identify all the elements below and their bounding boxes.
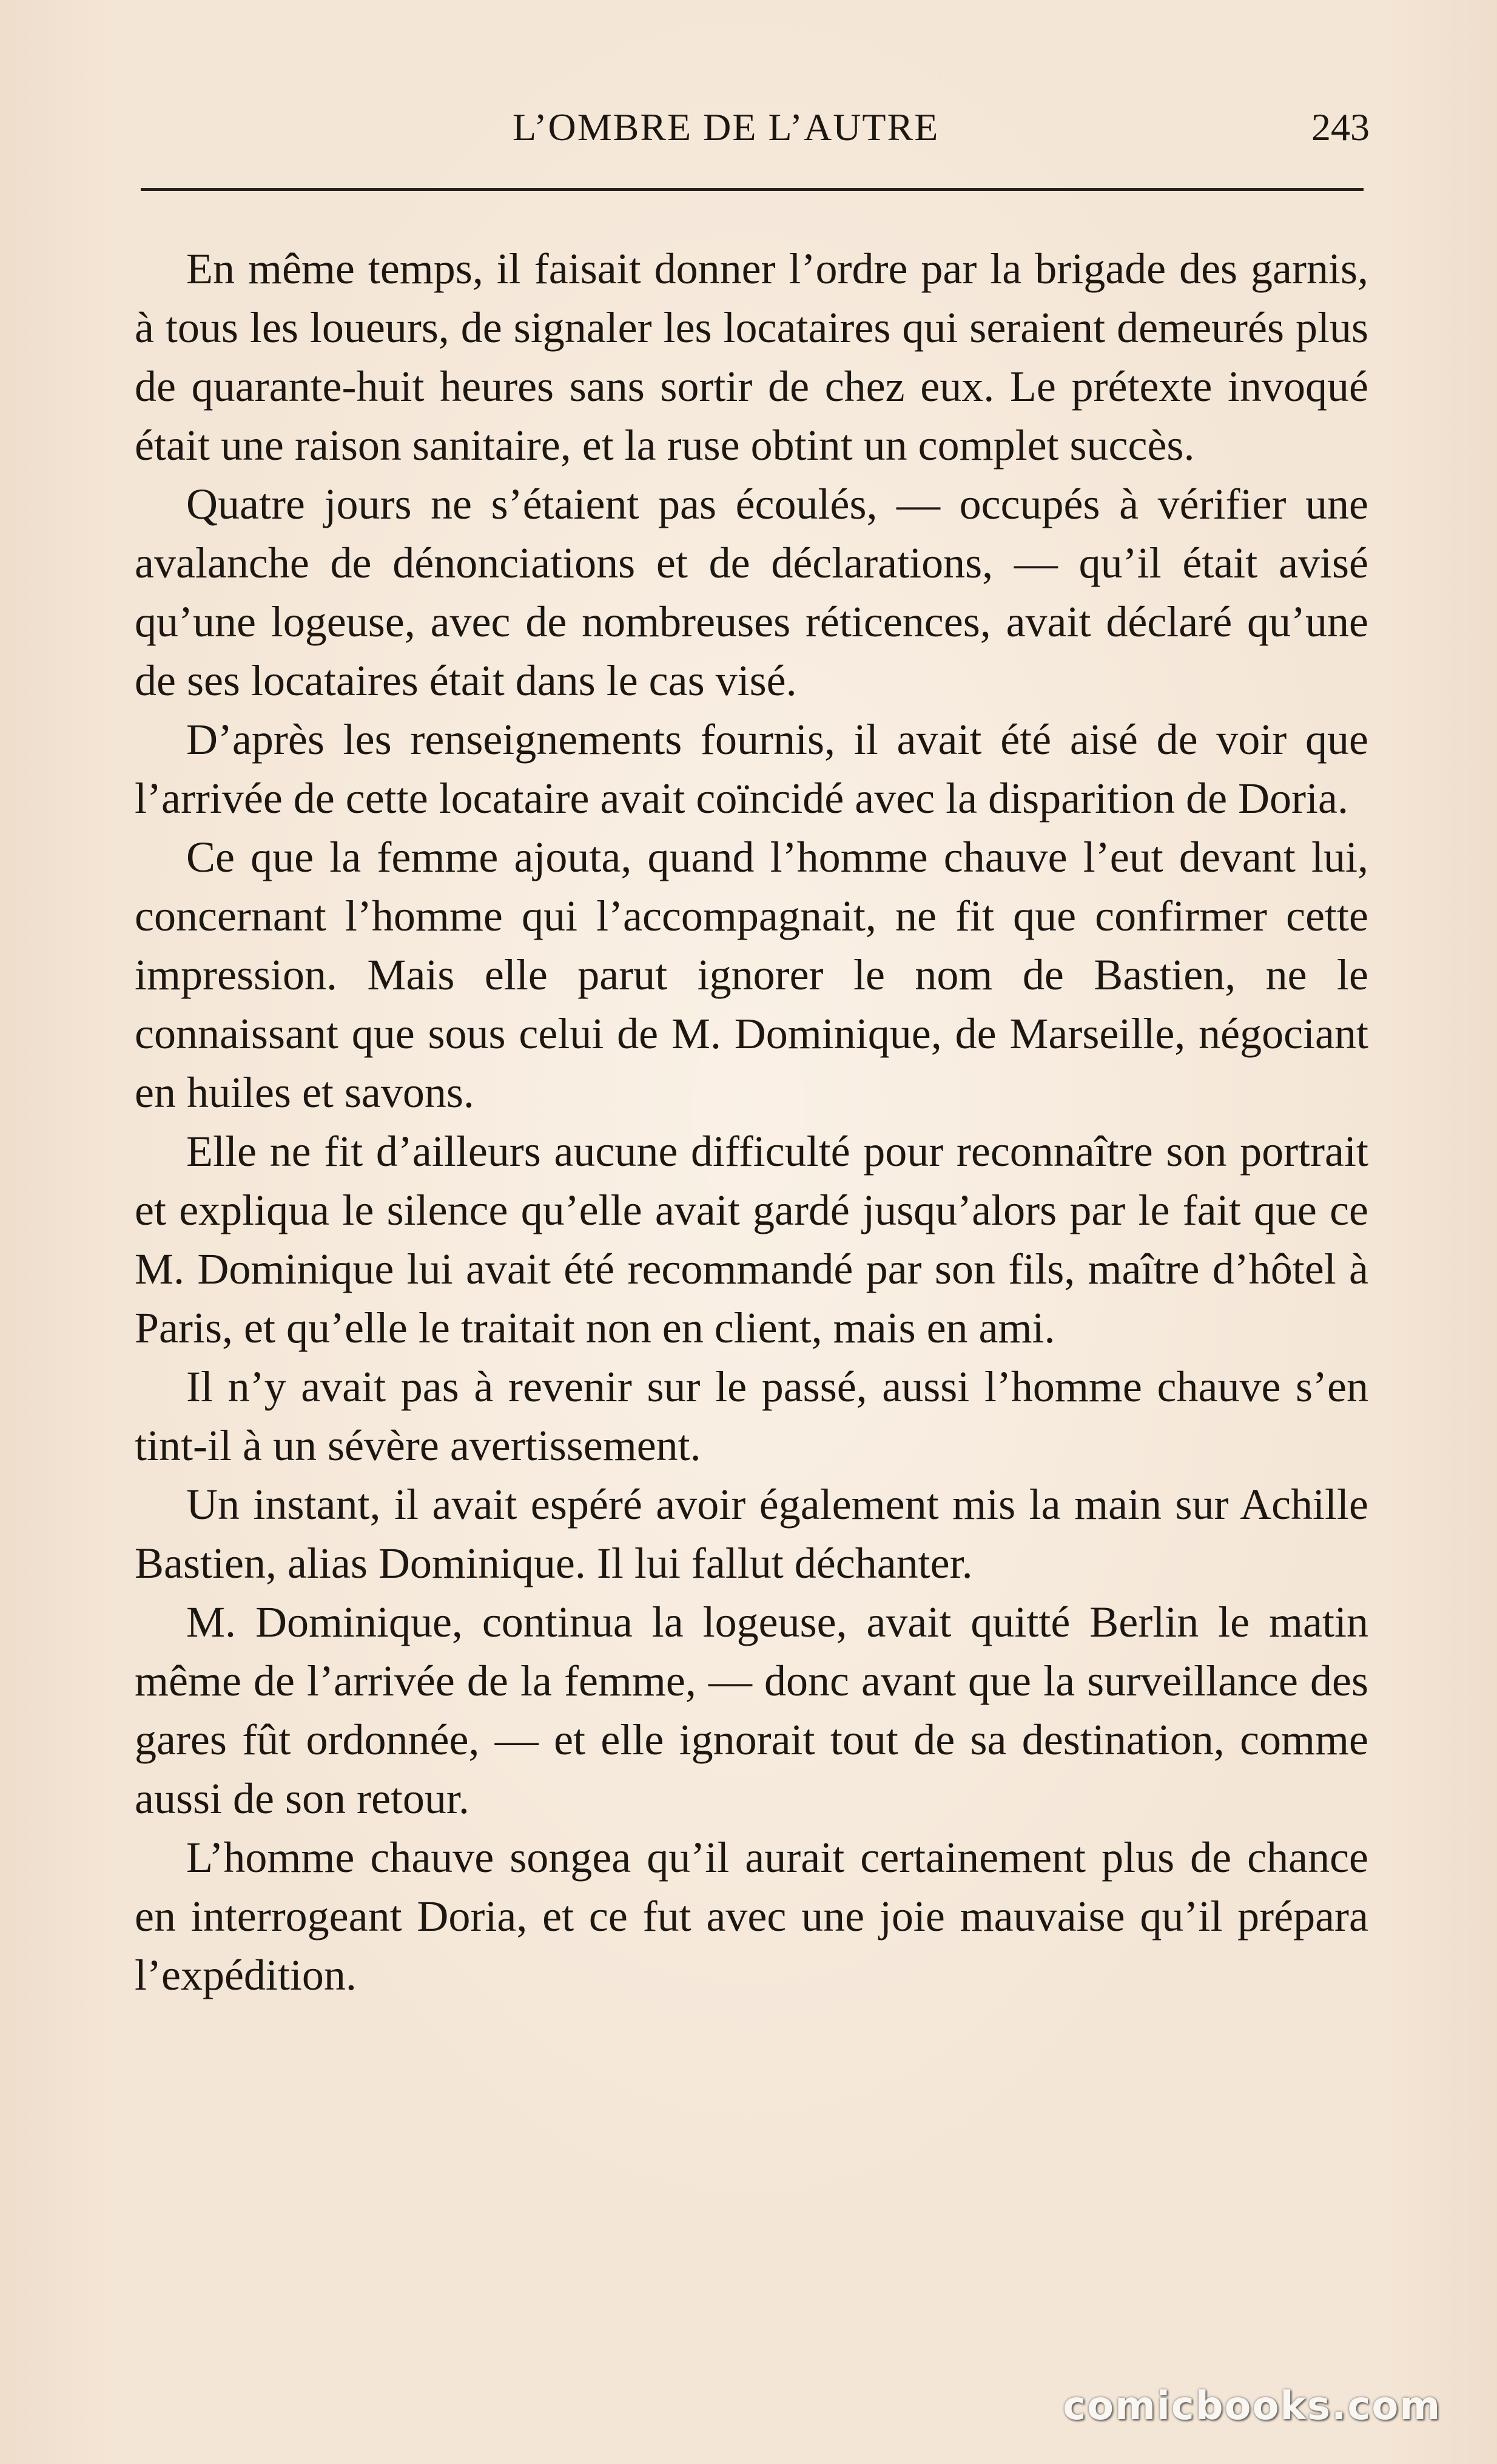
paragraph: D’après les renseignements fournis, il avait été aisé de voir que l’arrivée de cette locataire avait coïncidé avec la disparition de Doria.	[135, 715, 1368, 823]
running-title: L’OMBRE DE L’AUTRE	[513, 106, 940, 149]
page-number: 243	[1311, 106, 1370, 149]
watermark: comicbooks.com	[1063, 2384, 1441, 2429]
body-text	[135, 240, 1368, 2005]
paragraph: En même temps, il faisait donner l’ordre par la brigade des garnis, à tous les loueurs, de signaler les locataires qui seraient demeurés plus de quarante-huit heures sans sortir de chez eux. Le prétexte invoqué était une raison sanitaire, et la ruse obtint un complet succès.	[135, 244, 1368, 470]
paragraph: Un instant, il avait espéré avoir également mis la main sur Achille Bastien, alias Dominique. Il lui fallut déchanter.	[135, 1480, 1368, 1587]
paragraph: Il n’y avait pas à revenir sur le passé, aussi l’homme chauve s’en tint-il à un sévère avertissement.	[135, 1362, 1368, 1470]
paragraph: Elle ne fit d’ailleurs aucune difficulté pour reconnaître son portrait et expliqua le silence qu’elle avait gardé jusqu’alors par le fait que ce M. Dominique lui avait été recommandé par son fils, maître d’hôtel à Paris, et qu’elle le traitait non en client, mais en ami.	[135, 1127, 1368, 1352]
paragraph: Ce que la femme ajouta, quand l’homme chauve l’eut devant lui, concernant l’homme qui l’accompagnait, ne fit que confirmer cette impression. Mais elle parut ignorer le nom de Bastien, ne le connaissant que sous celui de M. Dominique, de Marseille, négociant en huiles et savons.	[135, 833, 1368, 1117]
header-rule	[141, 188, 1364, 191]
paragraph: L’homme chauve songea qu’il aurait certainement plus de chance en interrogeant Doria, et ce fut avec une joie mauvaise qu’il prépara l’expédition.	[135, 1833, 1368, 1999]
paragraph: Quatre jours ne s’étaient pas écoulés, — occupés à vérifier une avalanche de dénonciations et de déclarations, — qu’il était avisé qu’une logeuse, avec de nombreuses réticences, avait déclaré qu’une de ses locataires était dans le cas visé.	[135, 480, 1368, 705]
paragraph: M. Dominique, continua la logeuse, avait quitté Berlin le matin même de l’arrivée de la femme, — donc avant que la surveillance des gares fût ordonnée, — et elle ignorait tout de sa destination, comme aussi de son retour.	[135, 1598, 1368, 1823]
